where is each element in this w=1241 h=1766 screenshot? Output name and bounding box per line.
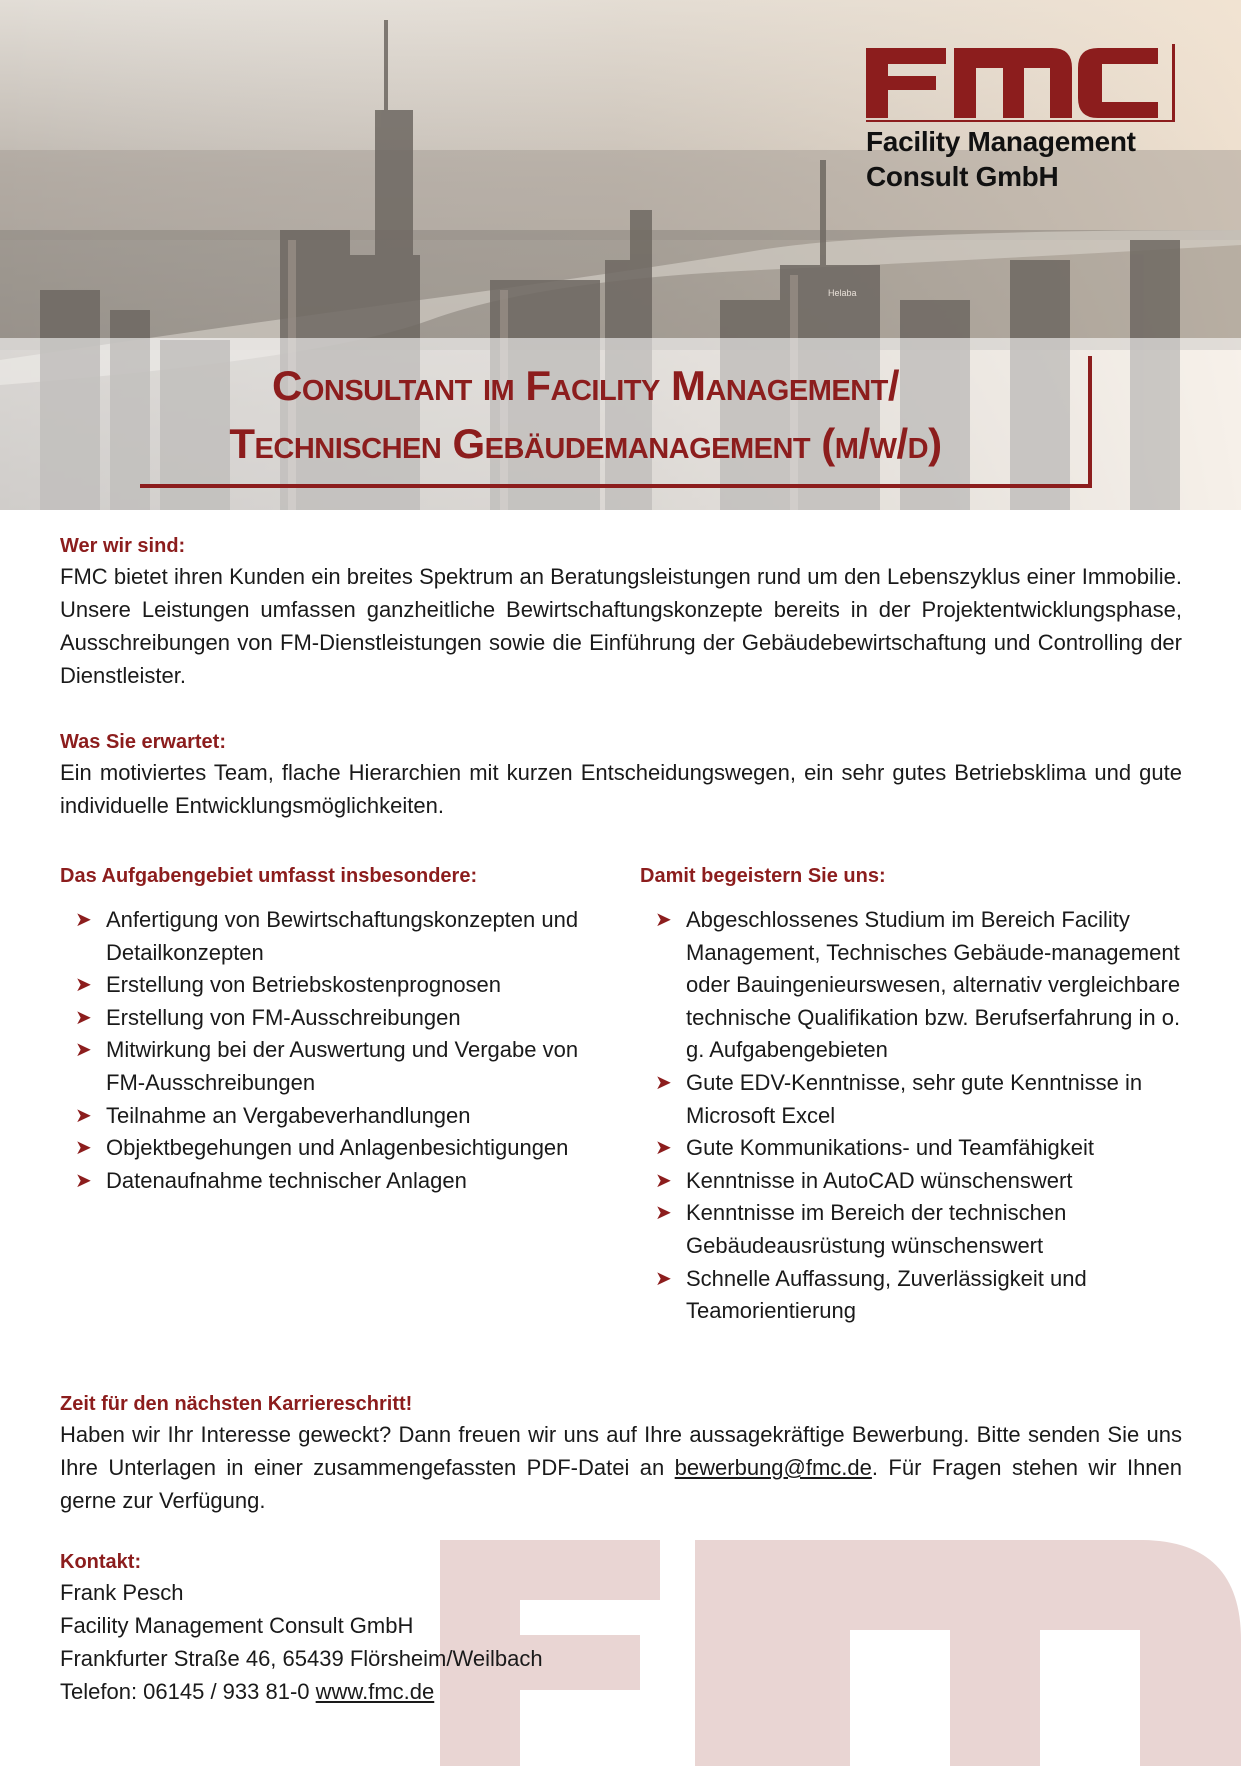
contact-phone: Telefon: 06145 / 933 81-0 — [60, 1679, 316, 1704]
list-item: ➤ Mitwirkung bei der Auswertung und Vergabe von FM-Ausschreibungen — [60, 1034, 620, 1099]
fmc-logo-mark — [866, 44, 1176, 122]
chevron-right-icon: ➤ — [75, 1039, 92, 1062]
section-expect — [60, 728, 1182, 822]
chevron-right-icon: ➤ — [75, 909, 92, 931]
contact-heading: Kontakt: — [60, 1551, 142, 1573]
list-item: ➤ Objektbegehungen und Anlagenbesichtigungen — [60, 1132, 620, 1165]
chevron-right-icon: ➤ — [75, 1006, 92, 1029]
section-requirements — [640, 862, 1200, 1328]
tasks-list — [60, 904, 620, 1197]
section-tasks — [60, 862, 620, 1197]
expect-heading: Was Sie erwartet: — [60, 731, 226, 753]
career-heading: Zeit für den nächsten Karriereschritt! — [60, 1393, 413, 1415]
contact-name: Frank Pesch — [60, 1580, 184, 1605]
expect-text: Ein motiviertes Team, flache Hierarchien mit kurzen Entscheidungswegen, ein sehr gutes Betriebsklima und gute individuelle Entwicklungsmöglichkeiten. — [60, 760, 1182, 818]
chevron-right-icon: ➤ — [75, 974, 92, 997]
website-link[interactable]: www.fmc.de — [315, 1679, 435, 1704]
section-about — [60, 532, 1182, 692]
about-text: FMC bietet ihren Kunden ein breites Spektrum an Beratungsleistungen rund um den Lebenszyklus einer Immobilie. Unsere Leistungen umfassen ganzheitliche Bewirtschaftungskonzepte bereits in der Projektentwicklungsphase, Ausschreibungen von FM-Dienstleistungen sowie die Einführung der Gebäudebewirtschaftung und Controlling der Dienstleister. — [60, 564, 1182, 688]
contact-company: Facility Management Consult GmbH — [60, 1613, 414, 1638]
building-sign: Helaba — [828, 288, 857, 298]
chevron-right-icon: ➤ — [655, 1169, 672, 1192]
chevron-right-icon: ➤ — [75, 1137, 92, 1160]
list-item: ➤ Schnelle Auffassung, Zuverlässigkeit und Teamorientierung — [640, 1263, 1200, 1328]
chevron-right-icon: ➤ — [655, 1202, 672, 1225]
list-item: ➤ Gute EDV-Kenntnisse, sehr gute Kenntnisse in Microsoft Excel — [640, 1067, 1200, 1132]
list-item: ➤ Erstellung von Betriebskostenprognosen — [60, 969, 620, 1002]
list-item: ➤ Anfertigung von Bewirtschaftungskonzepten und Detailkonzepten — [60, 904, 620, 969]
contact-phone-line — [60, 1675, 680, 1708]
page-title-line-2: Technischen Gebäudemanagement (m/w/d) — [229, 420, 942, 467]
company-logo — [866, 44, 1176, 192]
section-contact — [60, 1548, 680, 1708]
application-email-link[interactable]: bewerbung@fmc.de — [674, 1455, 872, 1480]
list-item: ➤ Erstellung von FM-Ausschreibungen — [60, 1002, 620, 1035]
requirements-heading: Damit begeistern Sie uns: — [640, 865, 886, 887]
chevron-right-icon: ➤ — [655, 1137, 672, 1160]
logo-line-1: Facility Management — [866, 126, 1136, 157]
section-career — [60, 1390, 1182, 1517]
tasks-heading: Das Aufgabengebiet umfasst insbesondere: — [60, 865, 478, 887]
about-heading: Wer wir sind: — [60, 535, 186, 557]
list-item: ➤ Gute Kommunikations- und Teamfähigkeit — [640, 1132, 1200, 1165]
contact-address: Frankfurter Straße 46, 65439 Flörsheim/Weilbach — [60, 1646, 543, 1671]
career-text: Haben wir Ihr Interesse geweckt? Dann freuen wir uns auf Ihre aussagekräftige Bewerbung. Bitte senden Sie uns Ihre Unterlagen in einer zusammengefassten PDF-Datei an bewerbung@fmc.de. Für Fragen stehen wir Ihnen gerne zur Verfügung. — [60, 1422, 1183, 1513]
logo-line-2: Consult GmbH — [866, 161, 1059, 192]
chevron-right-icon: ➤ — [655, 1267, 672, 1290]
list-item: ➤ Teilnahme an Vergabeverhandlungen — [60, 1100, 620, 1133]
chevron-right-icon: ➤ — [655, 909, 672, 931]
list-item: ➤ Abgeschlossenes Studium im Bereich Facility Management, Technisches Gebäude-management oder Bauingenieurswesen, alternativ vergleichbare technische Qualifikation bzw. Berufserfahrung in o. g. Aufgabengebieten — [640, 904, 1200, 1067]
list-item: ➤ Datenaufnahme technischer Anlagen — [60, 1165, 620, 1198]
requirements-list — [640, 904, 1200, 1328]
chevron-right-icon: ➤ — [75, 1104, 92, 1127]
page-title-line-1: Consultant im Facility Management/ — [271, 362, 900, 409]
list-item: ➤ Kenntnisse im Bereich der technischen Gebäudeausrüstung wünschenswert — [640, 1197, 1200, 1262]
chevron-right-icon: ➤ — [75, 1169, 92, 1192]
list-item: ➤ Kenntnisse in AutoCAD wünschenswert — [640, 1165, 1200, 1198]
chevron-right-icon: ➤ — [655, 1071, 672, 1094]
